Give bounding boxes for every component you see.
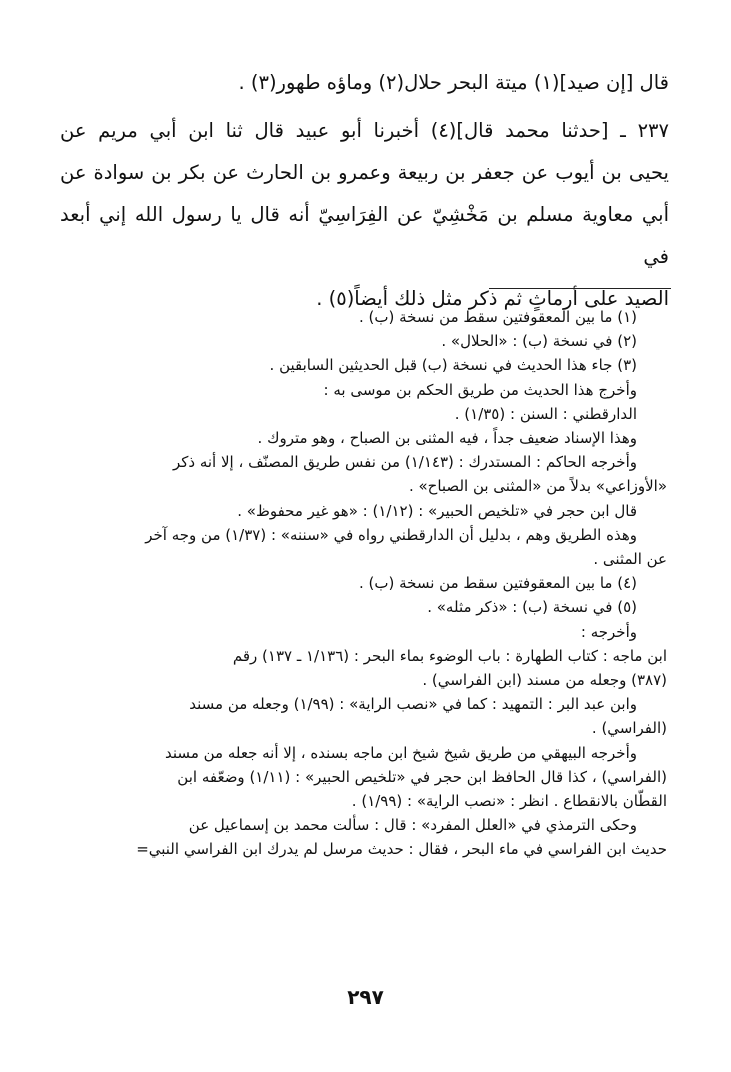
main-line: يحيى بن أيوب عن جعفر بن ربيعة وعمرو بن الحارث عن بكر بن سوادة عن [60,161,669,184]
footnote-separator [489,288,671,289]
footnote-line: ابن ماجه : كتاب الطهارة : باب الوضوء بماء البحر : (١/١٣٦ ـ ١٣٧) رقم [232,646,667,665]
footnote-line: قال ابن حجر في «تلخيص الحبير» : (١/١٢) : «هو غير محفوظ» . [237,501,637,520]
footnote-line: وأخرجه البيهقي من طريق شيخ شيخ ابن ماجه بسنده ، إلا أنه جعله من مسند [165,743,637,762]
footnote-line: عن المثنى . [593,550,667,569]
footnote-line: (الفراسي) . [591,719,667,738]
footnote-line: وأخرج هذا الحديث من طريق الحكم بن موسى به : [323,380,637,399]
footnote-line: وحكى الترمذي في «العلل المفرد» : قال : سألت محمد بن إسماعيل عن [188,816,637,835]
footnote-line: «الأوزاعي» بدلاً من «المثنى بن الصباح» . [408,477,667,496]
footnote-line: (١) ما بين المعقوفتين سقط من نسخة (ب) . [359,308,637,326]
footnote-line: وابن عبد البر : التمهيد : كما في «نصب الراية» : (١/٩٩) وجعله من مسند [189,695,637,714]
main-text [60,62,669,320]
footnote-line: (الفراسي) ، كذا قال الحافظ ابن حجر في «تلخيص الحبير» : (١/١١) وضعّفه ابن [177,767,667,786]
footnote-line: وأخرجه الحاكم : المستدرك : (١/١٤٣) من نفس طريق المصنّف ، إلا أنه ذكر [172,453,637,472]
main-line: ٢٣٧ ـ [حدثنا محمد قال](٤) أخبرنا أبو عبيد قال ثنا ابن أبي مريم عن [60,119,669,142]
footnote-line: (٤) ما بين المعقوفتين سقط من نسخة (ب) . [359,574,637,593]
footnote-line: (٥) في نسخة (ب) : «ذكر مثله» . [427,598,637,617]
footnote-line: القطّان بالانقطاع . انظر : «نصب الراية» : (١/٩٩) . [351,792,667,811]
footnote-line: وأخرجه : [580,622,637,641]
footnote-line: وهذه الطريق وهم ، بدليل أن الدارقطني رواه في «سننه» : (١/٣٧) من وجه آخر [145,525,637,544]
main-line: أبي معاوية مسلم بن مَخْشِيّ عن الفِرَاسِيّ أنه قال يا رسول الله إني أبعد في [60,203,669,268]
footnote-line: وهذا الإسناد ضعيف جداً ، فيه المثنى بن الصباح ، وهو متروك . [257,429,637,448]
footnote-line: (٣) جاء هذا الحديث في نسخة (ب) قبل الحديثين السابقين . [269,356,637,375]
footnote-line: (٣٨٧) وجعله من مسند (ابن الفراسي) . [422,671,667,690]
main-line: قال [إن صيد](١) ميتة البحر حلال(٢) وماؤه طهور(٣) . [238,71,669,94]
main-line: الصيد على أرماثٍ ثم ذكر مثل ذلك أيضاً(٥) . [316,287,669,310]
footnote-line: حديث ابن الفراسي في ماء البحر ، فقال : حديث مرسل لم يدرك ابن الفراسي النبي= [136,840,667,859]
page-number: ٢٩٧ [347,985,384,1009]
footnotes [60,305,667,862]
footnote-line: (٢) في نسخة (ب) : «الحلال» . [441,332,637,351]
footnote-line: الدارقطني : السنن : (١/٣٥) . [454,404,637,423]
